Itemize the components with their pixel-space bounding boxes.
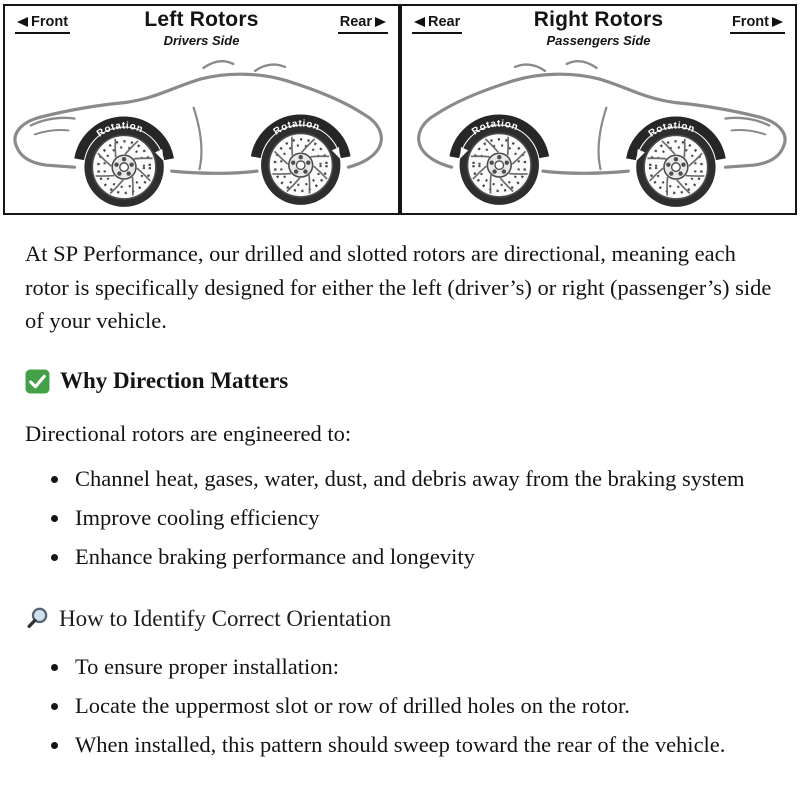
direction-text: Rear (428, 14, 461, 30)
section-title: Why Direction Matters (60, 368, 289, 394)
rotation-label: Rotation (94, 120, 145, 140)
orientation-list (25, 650, 775, 761)
panel-left-rotors (3, 4, 400, 215)
rotor-direction-diagram (3, 4, 797, 215)
direction-text: Rear (339, 14, 372, 30)
magnifier-icon (25, 606, 50, 631)
panel-left-header (5, 6, 398, 56)
rear-direction-label (338, 14, 388, 34)
front-direction-label (730, 14, 785, 34)
section-heading-identify-orientation (25, 602, 775, 637)
panel-subtitle: Drivers Side (163, 33, 240, 48)
right-side-car-illustration (402, 56, 795, 213)
left-side-car-illustration (5, 56, 398, 213)
section-heading-why-direction-matters (25, 364, 775, 399)
intro-paragraph: At SP Performance, our drilled and slotted rotors are directional, meaning each rotor is specifically designed for either the left (driver’s) or right (passenger’s) side of your vehicle. (25, 240, 772, 334)
rotation-label: Rotation (271, 118, 322, 138)
section-lead: Directional rotors are engineered to: (25, 420, 352, 446)
bullet-item: • When installed, this pattern should sweep toward the rear of the vehicle. (71, 728, 775, 762)
panel-title: Right Rotors (533, 8, 664, 31)
benefits-list (25, 462, 775, 573)
front-direction-label (15, 14, 70, 34)
bullet-item: • Locate the uppermost slot or row of drilled holes on the rotor. (71, 689, 775, 723)
article-body (0, 215, 800, 790)
bullet-item: • To ensure proper installation: (71, 650, 775, 684)
direction-text: Front (731, 14, 769, 30)
rotation-label: Rotation (646, 120, 697, 140)
right-arrow-icon (375, 17, 386, 27)
direction-text: Front (31, 14, 69, 30)
bullet-item: • Improve cooling efficiency (71, 501, 775, 535)
rotation-label: Rotation (470, 118, 520, 138)
panel-subtitle: Passengers Side (546, 33, 651, 48)
section-title: How to Identify Correct Orientation (59, 605, 392, 631)
check-icon (25, 369, 50, 394)
left-arrow-icon (17, 17, 28, 27)
panel-right-header (402, 6, 795, 56)
bullet-item: • Enhance braking performance and longevity (71, 540, 775, 574)
right-arrow-icon (772, 17, 783, 27)
left-arrow-icon (414, 17, 425, 27)
bullet-item: • Channel heat, gases, water, dust, and debris away from the braking system (71, 462, 775, 496)
panel-title: Left Rotors (144, 8, 259, 31)
rear-direction-label (412, 14, 462, 34)
panel-right-rotors (400, 4, 797, 215)
